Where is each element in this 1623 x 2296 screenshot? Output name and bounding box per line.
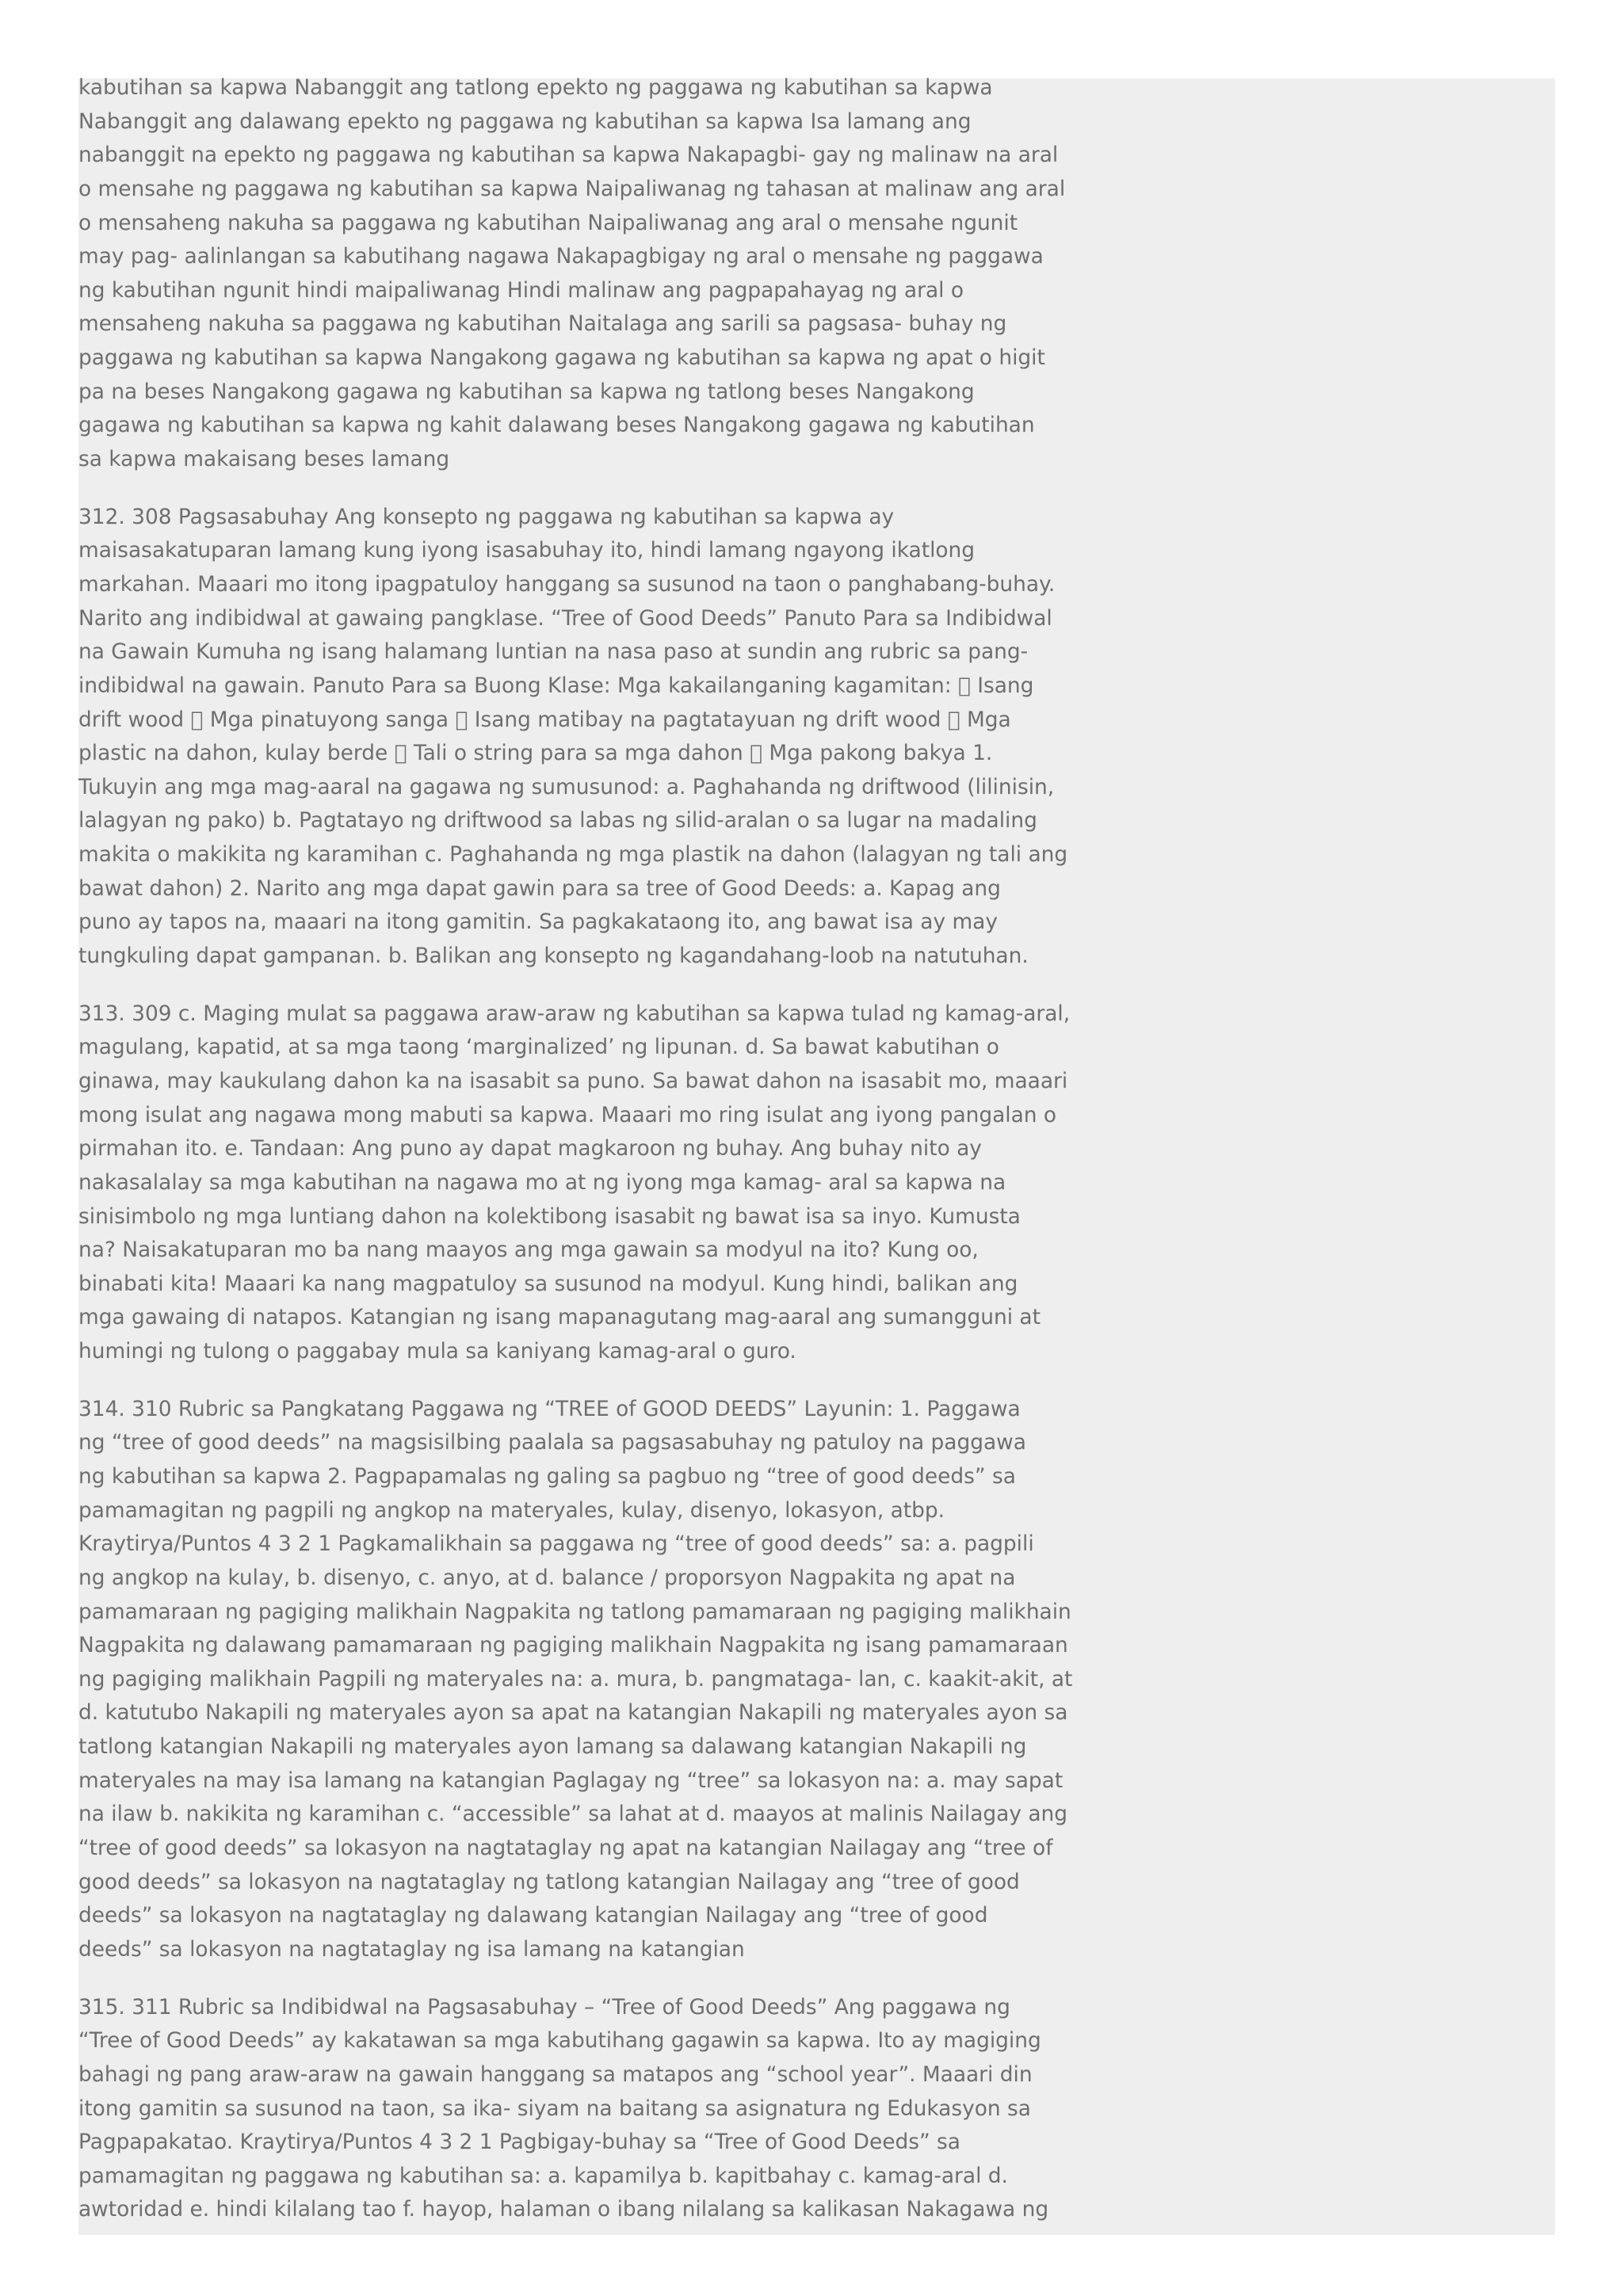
- text-line: pamamaraan ng pagiging malikhain Nagpakita ng tatlong pamamaraan ng pagiging malikhain: [78, 1599, 1071, 1624]
- text-line: na? Naisakatuparan mo ba nang maayos ang mga gawain sa modyul na ito? Kung oo,: [78, 1238, 979, 1263]
- text-line: pa na beses Nangakong gagawa ng kabutihan sa kapwa ng tatlong beses Nangakong: [78, 379, 975, 404]
- text-line: deeds” sa lokasyon na nagtataglay ng isa lamang na katangian: [78, 1936, 745, 1962]
- text-line: Kraytirya/Puntos 4 3 2 1 Pagkamalikhain sa paggawa ng “tree of good deeds” sa: a. pagpili: [78, 1531, 1034, 1557]
- text-line: makita o makikita ng karamihan c. Paghahanda ng mga plastik na dahon (lalagyan ng tali ang: [78, 842, 1068, 868]
- text-line: may pag- aalinlangan sa kabutihang nagawa Nakapagbigay ng aral o mensahe ng paggawa: [78, 244, 1044, 269]
- text-line: Nabanggit ang dalawang epekto ng paggawa ng kabutihan sa kapwa Isa lamang ang: [78, 109, 972, 134]
- text-line: o mensahe ng paggawa ng kabutihan sa kapwa Naipaliwanag ng tahasan at malinaw ang aral: [78, 176, 1066, 201]
- text-line: tungkuling dapat gampanan. b. Balikan ang konsepto ng kagandahang-loob na natutuhan.: [78, 944, 1029, 969]
- text-line: ginawa, may kaukulang dahon ka na isasabit sa puno. Sa bawat dahon na isasabit mo, maaari: [78, 1068, 1068, 1093]
- paragraph: [78, 1991, 1537, 2227]
- text-line: pamamagitan ng pagpili ng angkop na materyales, kulay, disenyo, lokasyon, atbp.: [78, 1497, 945, 1523]
- text-line: nabanggit na epekto ng paggawa ng kabutihan sa kapwa Nakapagbi- gay ng malinaw na aral: [78, 143, 1059, 168]
- text-line: Narito ang indibidwal at gawaing pangklase. “Tree of Good Deeds” Panuto Para sa Indibidwal: [78, 605, 1052, 631]
- text-line: Nagpakita ng dalawang pamamaraan ng pagiging malikhain Nagpakita ng isang pamamaraan: [78, 1633, 1068, 1658]
- paragraph: [78, 501, 1537, 974]
- text-line: materyales na may isa lamang na katangian Paglagay ng “tree” sa lokasyon na: a. may sapat: [78, 1768, 1064, 1793]
- text-line: ng “tree of good deeds” na magsisilbing paalala sa pagsasabuhay ng patuloy na paggawa: [78, 1430, 1026, 1455]
- text-line: deeds” sa lokasyon na nagtataglay ng dalawang katangian Nailagay ang “tree of good: [78, 1903, 988, 1928]
- text-line: “tree of good deeds” sa lokasyon na nagtataglay ng apat na katangian Nailagay ang “tree of: [78, 1836, 1053, 1861]
- text-line: gagawa ng kabutihan sa kapwa ng kahit dalawang beses Nangakong gagawa ng kabutihan: [78, 413, 1035, 438]
- text-line: Pagpapakatao. Kraytirya/Puntos 4 3 2 1 Pagbigay-buhay sa “Tree of Good Deeds” sa: [78, 2130, 960, 2155]
- text-line: mga gawaing di natapos. Katangian ng isang mapanagutang mag-aaral ang sumangguni at: [78, 1305, 1041, 1330]
- text-line: puno ay tapos na, maaari na itong gamitin. Sa pagkakataong ito, ang bawat isa ay may: [78, 910, 998, 935]
- paragraph: [78, 71, 1537, 477]
- text-line: tatlong katangian Nakapili ng materyales ayon lamang sa dalawang katangian Nakapili ng: [78, 1734, 1027, 1760]
- text-line: humingi ng tulong o paggabay mula sa kaniyang kamag-aral o guro.: [78, 1339, 796, 1364]
- text-line: markahan. Maaari mo itong ipagpatuloy hanggang sa susunod na taon o panghabang-buhay.: [78, 571, 1056, 597]
- text-line: d. katutubo Nakapili ng materyales ayon sa apat na katangian Nakapili ng materyales ayon sa: [78, 1700, 1068, 1726]
- text-line: bawat dahon) 2. Narito ang mga dapat gawin para sa tree of Good Deeds: a. Kapag ang: [78, 875, 1001, 901]
- text-line: 314. 310 Rubric sa Pangkatang Paggawa ng “TREE of GOOD DEEDS” Layunin: 1. Paggawa: [78, 1396, 1021, 1421]
- text-line: kabutihan sa kapwa Nabanggit ang tatlong epekto ng paggawa ng kabutihan sa kapwa: [78, 75, 993, 100]
- text-line: itong gamitin sa susunod na taon, sa ika- siyam na baitang sa asignatura ng Edukasyon sa: [78, 2096, 1031, 2121]
- text-line: pirmahan ito. e. Tandaan: Ang puno ay dapat magkaroon ng buhay. Ang buhay nito ay: [78, 1136, 982, 1161]
- text-line: sa kapwa makaisang beses lamang: [78, 447, 450, 472]
- text-line: ng angkop na kulay, b. disenyo, c. anyo, at d. balance / proporsyon Nagpakita ng apat na: [78, 1565, 1016, 1590]
- text-line: na ilaw b. nakikita ng karamihan c. “accessible” sa lahat at d. maayos at malinis Nailagay ang: [78, 1802, 1068, 1827]
- text-line: 312. 308 Pagsasabuhay Ang konsepto ng paggawa ng kabutihan sa kapwa ay: [78, 504, 895, 529]
- text-line: Tukuyin ang mga mag-aaral na gagawa ng sumusunod: a. Paghahanda ng driftwood (lilinisin,: [78, 774, 1055, 799]
- text-line: ng kabutihan sa kapwa 2. Pagpapamalas ng galing sa pagbuo ng “tree of good deeds” sa: [78, 1463, 1016, 1489]
- text-line: na Gawain Kumuha ng isang halamang luntian na nasa paso at sundin ang rubric sa pang-: [78, 639, 1029, 665]
- text-line: good deeds” sa lokasyon na nagtataglay ng tatlong katangian Nailagay ang “tree of good: [78, 1869, 1020, 1894]
- text-line: maisasakatuparan lamang kung iyong isasabuhay ito, hindi lamang ngayong ikatlong: [78, 538, 976, 563]
- text-line: o mensaheng nakuha sa paggawa ng kabutihan Naipaliwanag ang aral o mensahe ngunit: [78, 210, 1018, 235]
- paragraph: [78, 997, 1537, 1369]
- text-line: binabati kita! Maaari ka nang magpatuloy sa susunod na modyul. Kung hindi, balikan ang: [78, 1271, 1018, 1296]
- text-line: ng kabutihan ngunit hindi maipaliwanag Hindi malinaw ang pagpapahayag ng aral o: [78, 277, 964, 303]
- text-line: pamamagitan ng paggawa ng kabutihan sa: a. kapamilya b. kapitbahay c. kamag-aral d.: [78, 2163, 1008, 2188]
- text-line: indibidwal na gawain. Panuto Para sa Buong Klase: Mga kakailanganing kagamitan: Isang: [78, 673, 1015, 698]
- text-line: drift wood Mga pinatuyong sanga Isang matibay na pagtatayuan ng drift wood Mga: [78, 707, 954, 732]
- text-line: lalagyan ng pako) b. Pagtatayo ng driftwood sa labas ng silid-aralan o sa lugar na madaling: [78, 808, 1037, 833]
- text-line: “Tree of Good Deeds” ay kakatawan sa mga kabutihang gagawin sa kapwa. Ito ay magiging: [78, 2028, 1041, 2054]
- text-line: awtoridad e. hindi kilalang tao f. hayop, halaman o ibang nilalang sa kalikasan Nakagawa ng: [78, 2197, 1049, 2222]
- text-line: mong isulat ang nagawa mong mabuti sa kapwa. Maaari mo ring isulat ang iyong pangalan o: [78, 1102, 1057, 1127]
- paragraph: [78, 1393, 1537, 1967]
- text-line: nakasalalay sa mga kabutihan na nagawa mo at ng iyong mga kamag- aral sa kapwa na: [78, 1169, 1006, 1195]
- text-line: sinisimbolo ng mga luntiang dahon na kolektibong isasabit ng bawat isa sa inyo. Kumusta: [78, 1203, 1021, 1229]
- text-line: mensaheng nakuha sa paggawa ng kabutihan Naitalaga ang sarili sa pagsasa- buhay ng: [78, 311, 1007, 337]
- text-line: 313. 309 c. Maging mulat sa paggawa araw-araw ng kabutihan sa kapwa tulad ng kamag-aral,: [78, 1001, 1071, 1026]
- text-line: plastic na dahon, kulay berde Tali o string para sa mga dahon Mga pakong bakya 1.: [78, 741, 954, 766]
- document-text: [78, 71, 1537, 2227]
- text-line: ng pagiging malikhain Pagpili ng materyales na: a. mura, b. pangmataga- lan, c. kaakit-akit, at: [78, 1666, 1073, 1691]
- text-line: bahagi ng pang araw-araw na gawain hanggang sa matapos ang “school year”. Maaari din: [78, 2061, 1033, 2087]
- text-line: magulang, kapatid, at sa mga taong ‘marginalized’ ng lipunan. d. Sa bawat kabutihan o: [78, 1035, 999, 1060]
- text-line: paggawa ng kabutihan sa kapwa Nangakong gagawa ng kabutihan sa kapwa ng apat o higit: [78, 345, 1045, 371]
- text-line: 315. 311 Rubric sa Indibidwal na Pagsasabuhay – “Tree of Good Deeds” Ang paggawa ng: [78, 1994, 1010, 2019]
